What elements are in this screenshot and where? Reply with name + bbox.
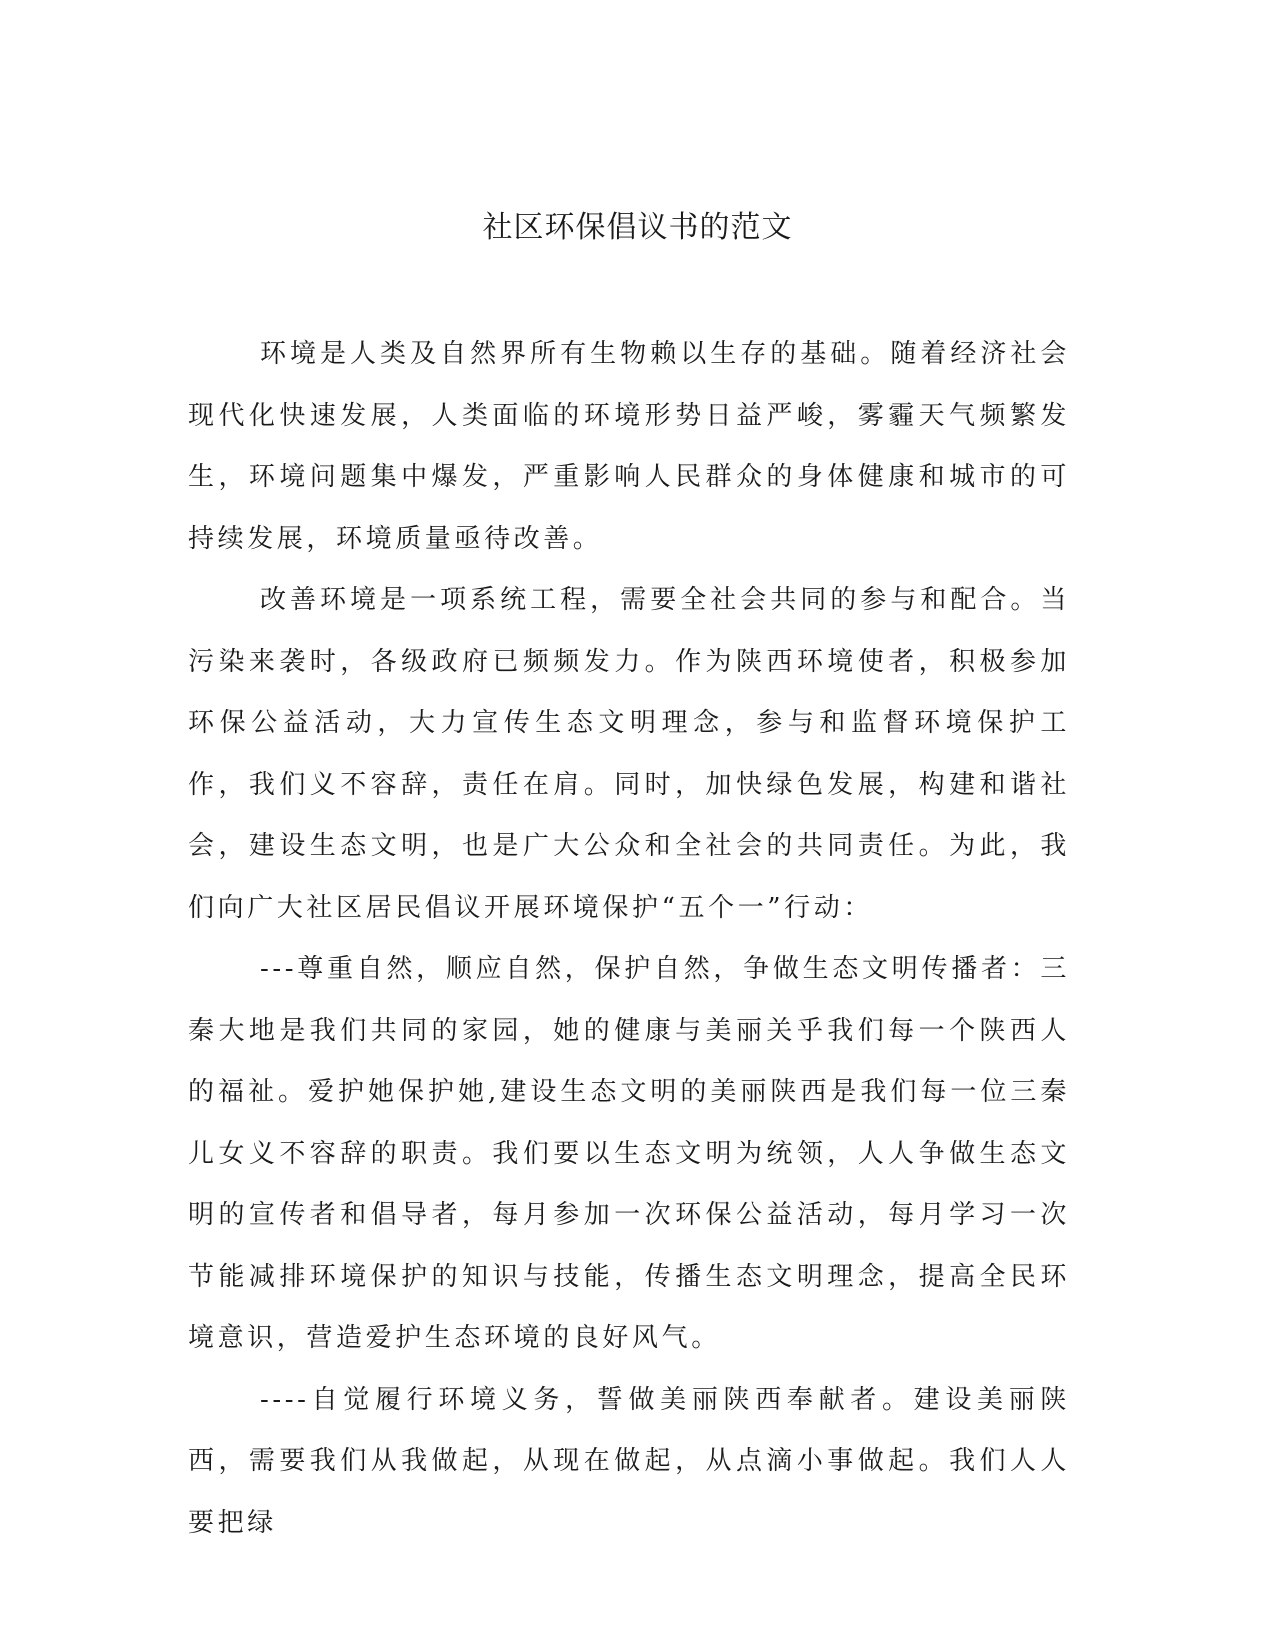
- paragraph-4: ----自觉履行环境义务，誓做美丽陕西奉献者。建设美丽陕西，需要我们从我做起，从现在做起，从点滴小事做起。我们人人要把绿: [188, 1384, 1070, 1538]
- document-body: [188, 324, 1070, 1554]
- document-title: 社区环保倡议书的范文: [482, 210, 793, 245]
- paragraph-1: 环境是人类及自然界所有生物赖以生存的基础。随着经济社会现代化快速发展，人类面临的环境形势日益严峻，雾霾天气频繁发生，环境问题集中爆发，严重影响人民群众的身体健康和城市的可持续发展，环境质量亟待改善。: [188, 339, 1070, 554]
- paragraph-2: 改善环境是一项系统工程，需要全社会共同的参与和配合。当污染来袭时，各级政府已频频发力。作为陕西环境使者，积极参加环保公益活动，大力宣传生态文明理念，参与和监督环境保护工作，我们义不容辞，责任在肩。同时，加快绿色发展，构建和谐社会，建设生态文明，也是广大公众和全社会的共同责任。为此，我们向广大社区居民倡议开展环境保护“五个一”行动：: [188, 585, 1070, 923]
- paragraph-3: ---尊重自然，顺应自然，保护自然，争做生态文明传播者：三秦大地是我们共同的家园，她的健康与美丽关乎我们每一个陕西人的福祉。爱护她保护她,建设生态文明的美丽陕西是我们每一位三秦儿女义不容辞的职责。我们要以生态文明为统领，人人争做生态文明的宣传者和倡导者，每月参加一次环保公益活动，每月学习一次节能减排环境保护的知识与技能，传播生态文明理念，提高全民环境意识，营造爱护生态环境的良好风气。: [188, 954, 1070, 1353]
